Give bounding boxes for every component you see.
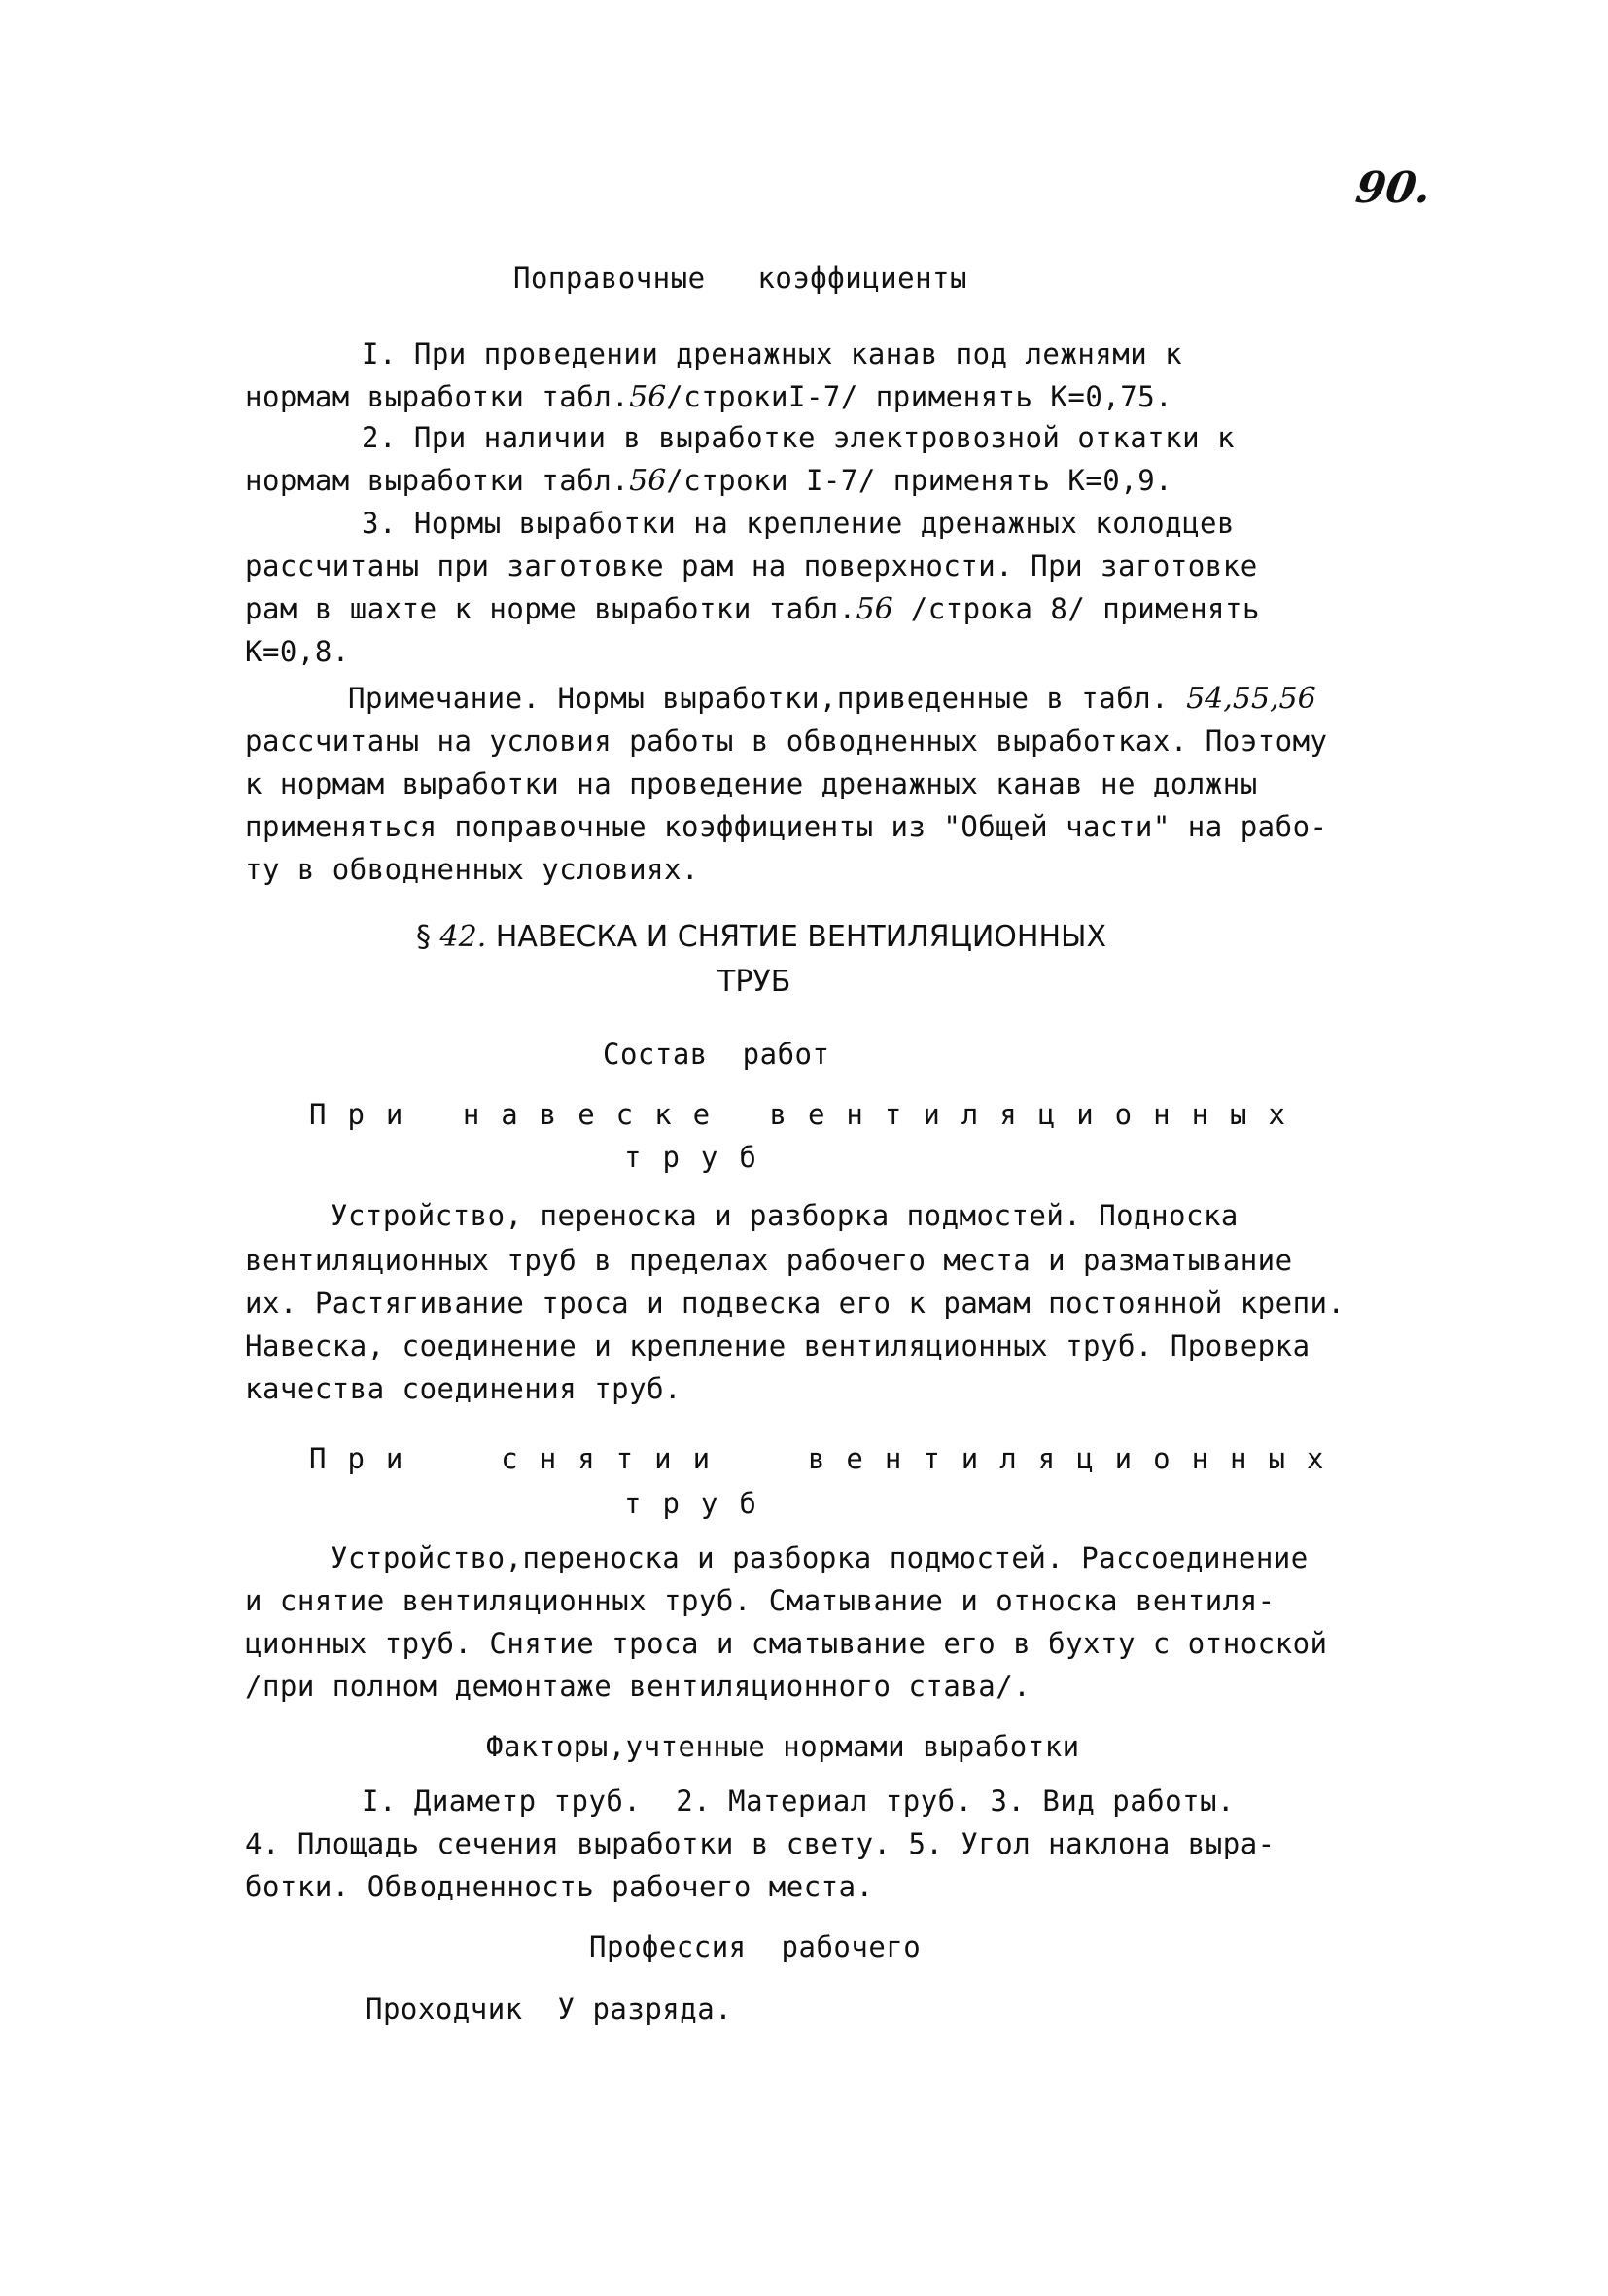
factors-line2: 4. Площадь сечения выработки в свету. 5. Угол наклона выра-: [245, 1827, 1276, 1860]
composition-heading: Состав работ: [603, 1038, 830, 1071]
hanging-line4: Навеска, соединение и крепление вентиляционных труб. Проверка: [245, 1329, 1311, 1362]
handwritten-table-number: 56: [629, 380, 667, 414]
note-line1: Примечание. Нормы выработки,приведенные в табл. 54,55,56: [348, 682, 1316, 716]
hanging-heading: При навеске вентиляционных: [309, 1098, 1307, 1131]
removal-line3: ционных труб. Снятие троса и сматывание его в бухту с отноской: [245, 1627, 1328, 1660]
profession-heading: Профессия рабочего: [589, 1930, 922, 1963]
factors-line1: I. Диаметр труб. 2. Материал труб. 3. Вид работы.: [362, 1784, 1235, 1818]
page-number: 90.: [1352, 163, 1435, 213]
handwritten-section-number: 42.: [439, 920, 487, 954]
para1-line2: нормам выработки табл.56/строкиI-7/ применять К=0,75.: [245, 380, 1173, 414]
para2-line1: 2. При наличии в выработке электровозной откатки к: [362, 421, 1235, 454]
para3-line4: К=0,8.: [245, 635, 350, 668]
note-line2: рассчитаны на условия работы в обводненных выработках. Поэтому: [245, 724, 1328, 758]
hanging-line3: их. Растягивание троса и подвеска его к рамам постоянной крепи.: [245, 1287, 1346, 1320]
factors-heading: Факторы,учтенные нормами выработки: [486, 1730, 1080, 1763]
hanging-heading-line2: труб: [624, 1141, 778, 1174]
section42-title: § 42. НАВЕСКА И СНЯТИЕ ВЕНТИЛЯЦИОННЫХ: [416, 920, 1107, 954]
para1-line1: I. При проведении дренажных канав под лежнями к: [362, 337, 1183, 371]
section42-title-line2: ТРУБ: [717, 965, 791, 999]
removal-heading-line2: труб: [624, 1487, 778, 1520]
para3-line2: рассчитаны при заготовке рам на поверхности. При заготовке: [245, 549, 1258, 583]
note-line3: к нормам выработки на проведение дренажных канав не должны: [245, 767, 1258, 800]
section-heading-coefficients: Поправочные коэффициенты: [513, 262, 967, 295]
factors-line3: ботки. Обводненность рабочего места.: [245, 1870, 874, 1903]
removal-line1: Устройство,переноска и разборка подмостей. Рассоединение: [331, 1541, 1309, 1574]
removal-heading: При снятии вентиляционных: [309, 1442, 1346, 1475]
note-line5: ту в обводненных условиях.: [245, 853, 699, 886]
hanging-line2: вентиляционных труб в пределах рабочего места и разматывание: [245, 1244, 1293, 1277]
handwritten-table-numbers: 54,55,56: [1186, 682, 1316, 716]
removal-line2: и снятие вентиляционных труб. Сматывание и относка вентиля-: [245, 1584, 1276, 1617]
handwritten-table-number: 56: [629, 464, 667, 498]
handwritten-table-number: 56: [856, 592, 893, 626]
para2-line2: нормам выработки табл.56/строки I-7/ применять К=0,9.: [245, 464, 1173, 498]
note-line4: применяться поправочные коэффициенты из "Общей части" на рабо-: [245, 810, 1328, 843]
hanging-line5: качества соединения труб.: [245, 1372, 682, 1405]
para3-line3: рам в шахте к норме выработки табл.56 /строка 8/ применять: [245, 592, 1260, 626]
removal-line4: /при полном демонтаже вентиляционного става/.: [245, 1670, 1031, 1703]
hanging-line1: Устройство, переноска и разборка подмостей. Подноска: [331, 1199, 1239, 1232]
para3-line1: 3. Нормы выработки на крепление дренажных колодцев: [362, 507, 1235, 540]
profession-value: Проходчик У разряда.: [366, 1993, 733, 2026]
